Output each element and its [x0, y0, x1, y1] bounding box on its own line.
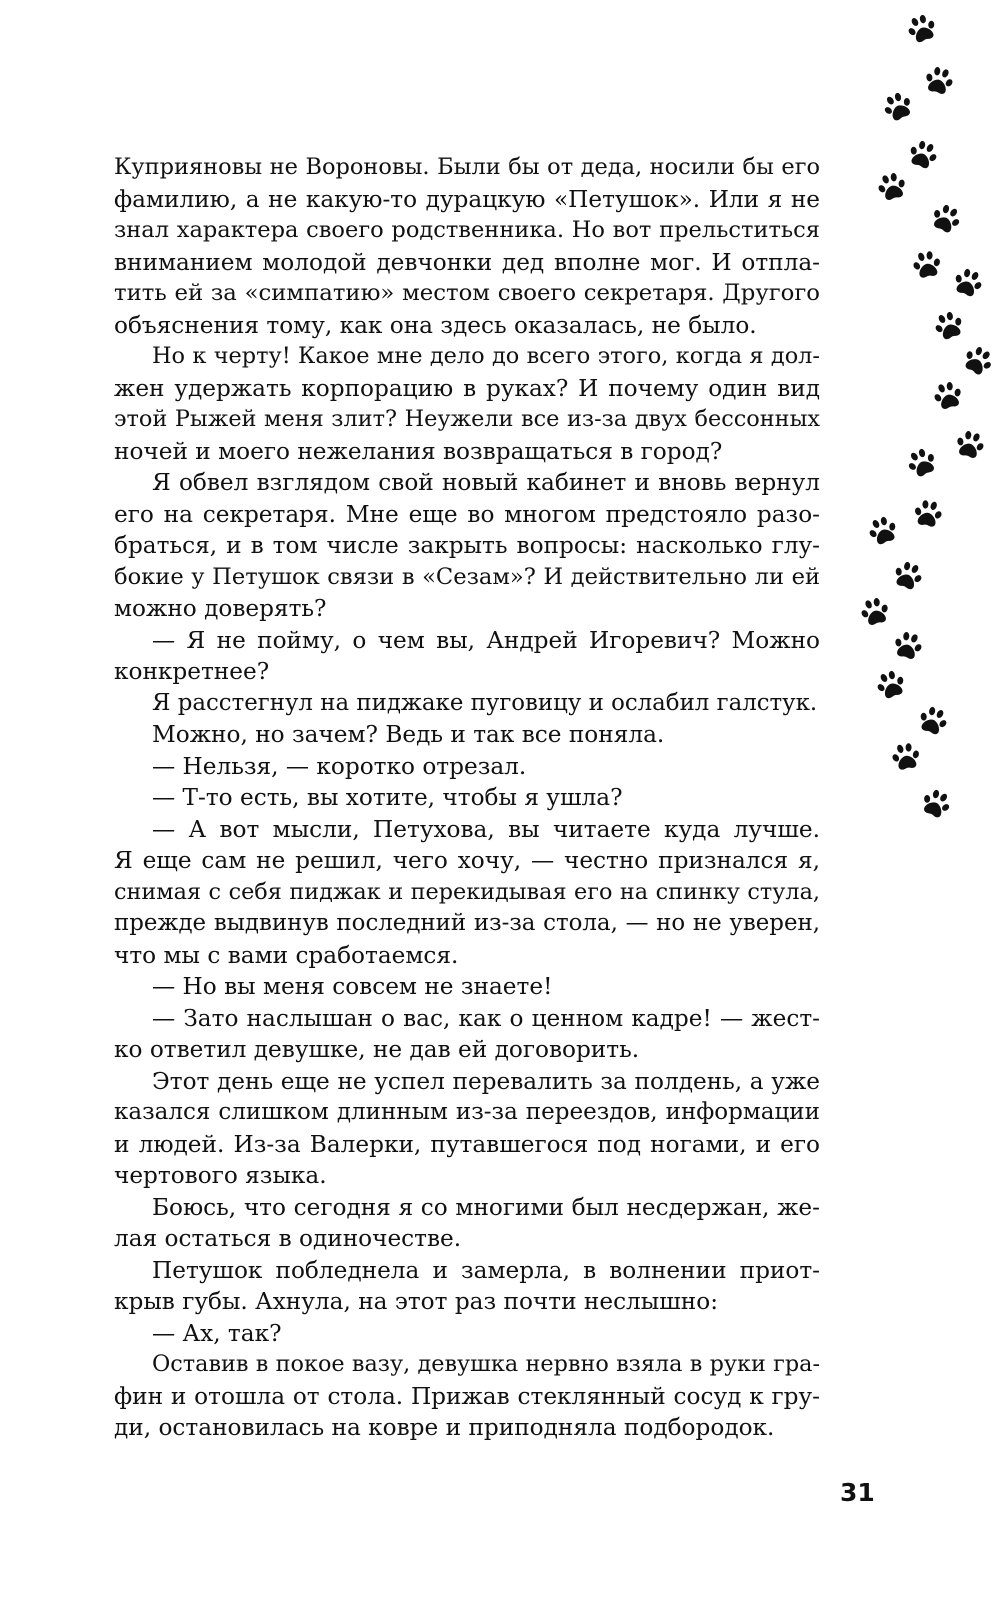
text-line: жен удержать корпорацию в руках? И почему один вид — [114, 374, 820, 402]
text-line: конкретнее? — [114, 658, 270, 685]
text-line: объяснения тому, как она здесь оказалась, не было. — [114, 311, 757, 339]
text-line: фамилию, а не какую-то дурацкую «Петушок». Или я не — [114, 185, 820, 213]
text-line: Этот день еще не успел перевалить за полдень, а уже — [152, 1067, 820, 1095]
paw-print-icon — [930, 307, 968, 345]
text-line: снимая с себя пиджак и перекидывая его на спинку стула, — [114, 878, 820, 905]
text-line: Я расстегнул на пиджаке пуговицу и ослабил галстук. — [152, 689, 818, 716]
paw-print-icon — [890, 628, 927, 665]
text-line: что мы с вами сработаемся. — [114, 941, 459, 969]
paw-print-icon — [911, 497, 946, 532]
text-line: Я обвел взглядом свой новый кабинет и вновь вернул — [152, 469, 820, 496]
text-line: крыв губы. Ахнула, на этот раз почти неслышно: — [114, 1288, 719, 1315]
text-line: ночей и моего нежелания возвращаться в город? — [114, 437, 723, 465]
paw-print-icon — [874, 169, 911, 206]
text-line: ди, остановилась на ковре и приподняла подбородок. — [114, 1414, 775, 1441]
page-body-text — [114, 152, 820, 1444]
text-line: прежде выдвинув последний из-за стола, — но не уверен, — [114, 910, 820, 936]
text-line: — Но вы меня совсем не знаете! — [152, 973, 553, 1000]
paw-print-icon — [904, 136, 942, 174]
text-line: Петушок побледнела и замерла, в волнении приот- — [152, 1256, 820, 1284]
text-line: Но к черту! Какое мне дело до всего этого, когда я дол- — [152, 343, 820, 369]
text-line: тить ей за «симпатию» местом своего секретаря. Другого — [114, 280, 820, 306]
paw-print-icon — [916, 784, 956, 824]
paw-print-icon — [903, 10, 941, 48]
paw-print-icon — [910, 248, 945, 283]
text-line: — Т-то есть, вы хотите, чтобы я ушла? — [152, 784, 623, 811]
text-line: этой Рыжей меня злит? Неужели все из-за двух бессонных — [114, 406, 820, 432]
text-line: Оставив в покое вазу, девушка нервно взяла в руки гра- — [152, 1351, 820, 1377]
text-line: — Зато наслышан о вас, как о ценном кадре! — жест- — [152, 1004, 820, 1032]
text-line: фин и отошла от стола. Прижав стеклянный сосуд к гру- — [114, 1382, 820, 1410]
text-line: браться, и в том числе закрыть вопросы: насколько глу- — [114, 532, 820, 559]
paw-print-icon — [872, 666, 910, 704]
text-line: Боюсь, что сегодня я со многими был несдержан, же- — [152, 1193, 820, 1221]
text-line: бокие у Петушок связи в «Сезам»? И действительно ли ей — [114, 563, 820, 590]
paw-print-icon — [958, 341, 999, 382]
text-line: Я еще сам не решил, чего хочу, — честно признался я, — [114, 847, 820, 874]
paw-print-icon — [889, 740, 924, 775]
text-line: знал характера своего родственника. Но вот прельститься — [114, 217, 820, 243]
text-line: — Я не пойму, о чем вы, Андрей Игоревич? Можно — [152, 626, 820, 654]
paw-print-icon — [949, 264, 987, 302]
text-line: можно доверять? — [114, 595, 327, 622]
text-line: казался слишком длинным из-за переездов, информации — [114, 1099, 820, 1125]
paw-print-icon — [926, 199, 966, 239]
paw-print-icon — [914, 702, 952, 740]
text-line: — Ах, так? — [152, 1319, 282, 1347]
text-line: вниманием молодой девчонки дед вполне мог. И отпла- — [114, 248, 820, 276]
text-line: ко ответил девушке, не дав ей договорить. — [114, 1036, 640, 1063]
text-line: Можно, но зачем? Ведь и так все поняла. — [152, 721, 665, 748]
text-line: и людей. Из-за Валерки, путавшегося под ногами, и его — [114, 1130, 820, 1158]
paw-print-icon — [878, 87, 918, 127]
paw-print-icon — [864, 512, 902, 550]
text-line: Куприяновы не Вороновы. Были бы от деда, носили бы его — [114, 154, 820, 180]
text-line: — А вот мысли, Петухова, вы читаете куда лучше. — [152, 815, 820, 843]
text-line: чертового языка. — [114, 1162, 327, 1189]
text-line: его на секретаря. Мне еще во многом предстояло разо- — [114, 500, 820, 528]
paw-print-icon — [921, 63, 958, 100]
paw-print-icon — [930, 378, 967, 415]
paw-print-icon — [857, 594, 894, 631]
paw-print-icon — [889, 557, 927, 595]
paw-print-icon — [952, 427, 989, 464]
paw-print-icon — [902, 443, 942, 483]
page-number: 31 — [840, 1478, 875, 1507]
text-line: — Нельзя, — коротко отрезал. — [152, 752, 527, 780]
text-line: лая остаться в одиночестве. — [114, 1225, 462, 1252]
